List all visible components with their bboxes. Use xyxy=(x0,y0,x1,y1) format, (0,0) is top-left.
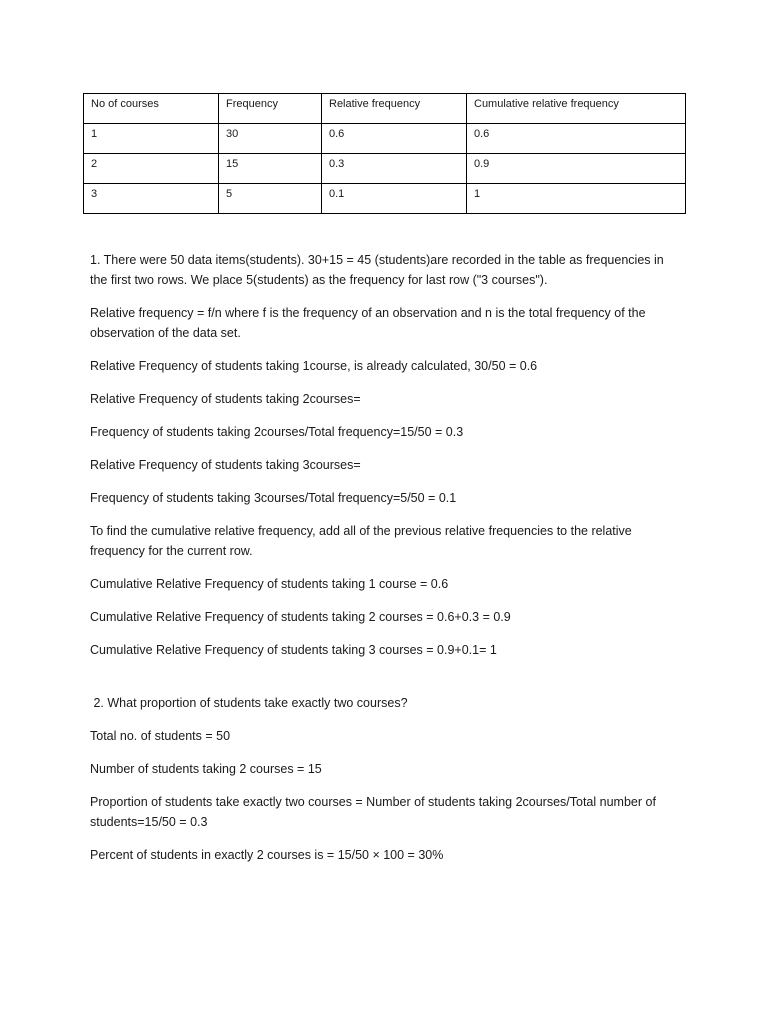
table-cell: 0.3 xyxy=(322,154,467,184)
paragraph: Proportion of students take exactly two courses = Number of students taking 2courses/Total number of students=15/50 = 0.3 xyxy=(90,795,656,829)
table-cell: 0.1 xyxy=(322,184,467,214)
header-cell-no-of-courses: No of courses xyxy=(84,94,219,124)
table-cell: 0.6 xyxy=(467,124,686,154)
table-cell: 15 xyxy=(219,154,322,184)
table-row xyxy=(84,154,686,184)
table-row xyxy=(84,124,686,154)
table-cell: 1 xyxy=(84,124,219,154)
paragraph: Number of students taking 2 courses = 15 xyxy=(90,762,322,776)
paragraph: Frequency of students taking 2courses/Total frequency=15/50 = 0.3 xyxy=(90,425,464,439)
table-header-row xyxy=(84,94,686,124)
paragraph: Relative Frequency of students taking 2courses= xyxy=(90,392,361,406)
paragraph: Total no. of students = 50 xyxy=(90,729,231,743)
paragraph-question-1-intro: 1. There were 50 data items(students). 30+15 = 45 (students)are recorded in the table as frequencies in the first two rows. We place 5(students) as the frequency for last row ("3 courses"). xyxy=(90,253,664,287)
header-cell-cumulative-relative-frequency: Cumulative relative frequency xyxy=(467,94,686,124)
paragraph: Cumulative Relative Frequency of students taking 1 course = 0.6 xyxy=(90,577,449,591)
paragraph: Relative Frequency of students taking 1course, is already calculated, 30/50 = 0.6 xyxy=(90,359,538,373)
table-cell: 1 xyxy=(467,184,686,214)
table-row xyxy=(84,184,686,214)
table-cell: 2 xyxy=(84,154,219,184)
document-body xyxy=(90,250,680,878)
paragraph-relative-frequency-definition: Relative frequency = f/n where f is the frequency of an observation and n is the total frequency of the observation of the data set. xyxy=(90,306,646,340)
table-cell: 3 xyxy=(84,184,219,214)
header-cell-relative-frequency: Relative frequency xyxy=(322,94,467,124)
paragraph: Frequency of students taking 3courses/Total frequency=5/50 = 0.1 xyxy=(90,491,457,505)
paragraph: Cumulative Relative Frequency of students taking 3 courses = 0.9+0.1= 1 xyxy=(90,643,497,657)
paragraph-question-2: 2. What proportion of students take exactly two courses? xyxy=(90,696,408,710)
paragraph: Relative Frequency of students taking 3courses= xyxy=(90,458,361,472)
table-cell: 0.9 xyxy=(467,154,686,184)
table-cell: 5 xyxy=(219,184,322,214)
paragraph: Percent of students in exactly 2 courses is = 15/50 × 100 = 30% xyxy=(90,848,444,862)
paragraph: Cumulative Relative Frequency of students taking 2 courses = 0.6+0.3 = 0.9 xyxy=(90,610,511,624)
table-cell: 30 xyxy=(219,124,322,154)
header-cell-frequency: Frequency xyxy=(219,94,322,124)
paragraph-cumulative-explanation: To find the cumulative relative frequency, add all of the previous relative frequencies to the relative frequency for the current row. xyxy=(90,524,632,558)
frequency-table xyxy=(83,93,686,214)
table-cell: 0.6 xyxy=(322,124,467,154)
